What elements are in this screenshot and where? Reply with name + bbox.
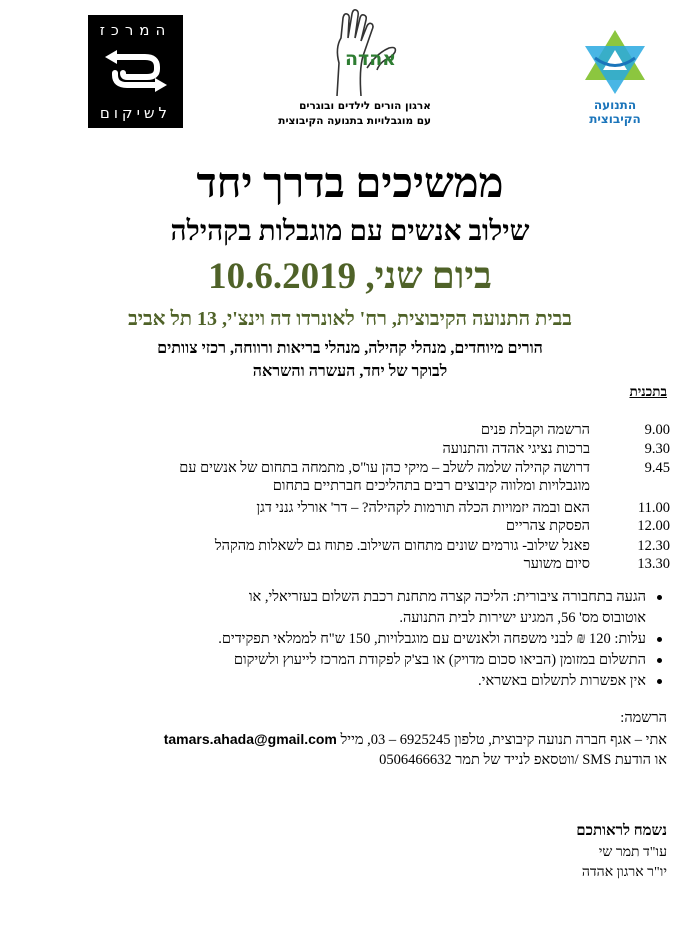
program-item: האם ובמה יזמויות הכלה תורמות לקהילה? – דר' אורלי גנני דגן: [256, 500, 590, 516]
bullet-icon: [657, 679, 662, 684]
star-of-david-icon: [565, 28, 665, 98]
note-text: אין אפשרות לתשלום באשראי.: [478, 673, 646, 689]
program-row: [30, 421, 670, 439]
closing-text: נשמח לראותכם: [576, 823, 667, 839]
ahada-logo: [278, 8, 431, 127]
registration-contact: אתי – אגף חברה תנועה קיבוצית, טלפון 6925245 – 03, מייל: [336, 732, 667, 748]
note-text: עלות: 120 ₪ לבני משפחה ולאנשים עם מוגבלויות, 150 ש"ח לממלאי תפקידים.: [218, 631, 646, 647]
list-item: [50, 629, 660, 650]
note-text: הגעה בתחבורה ציבורית: הליכה קצרה מתחנת רכבת השלום בעזריאלי, או: [248, 589, 646, 605]
tnua-logo-line1: התנועה: [593, 98, 637, 112]
signer-name: עו"ד תמר שי: [598, 845, 667, 860]
page-subtitle: שילוב אנשים עם מוגבלות בקהילה: [170, 216, 530, 247]
tnua-logo: [565, 28, 665, 128]
program-item: פאנל שילוב- גורמים שונים מתחום השילוב. פתוח גם לשאלות מהקהל: [214, 538, 590, 554]
page-title: ממשיכים בדרך יחד: [196, 161, 504, 207]
program-time: 12.30: [637, 538, 670, 554]
tnua-logo-line2: הקיבוצית: [589, 112, 641, 126]
registration-line-2: או הודעת SMS /ווטסאפ לנייד של תמר 0506466632: [379, 752, 667, 768]
program-time: 13.30: [637, 556, 670, 572]
list-item: [50, 671, 660, 692]
event-location: בבית התנועה הקיבוצית, רח' לאונרדו דה וינצ'י, 13 תל אביב: [128, 308, 572, 330]
program-time: 12.00: [637, 518, 670, 534]
program-title: בתכנית: [629, 384, 667, 399]
audience-line-2: לבוקר של יחד, העשרה והשראה: [252, 363, 448, 380]
program-item: ברכות נציגי אהדה והתנועה: [442, 441, 590, 457]
registration-line-1: [164, 731, 667, 749]
registration-title: הרשמה:: [620, 710, 667, 726]
program-time: 9.45: [644, 460, 670, 476]
program-item: דרושה קהילה שלמה לשלב – מיקי כהן עו"ס, מתמחה בתחום של אנשים עם: [179, 460, 590, 476]
bullet-icon: [657, 658, 662, 663]
ahada-logo-line2: עם מוגבלויות בתנועה הקיבוצית: [278, 115, 431, 127]
merkaz-logo: [88, 15, 183, 128]
audience-line-1: הורים מיוחדים, מנהלי קהילה, מנהלי בריאות ורווחה, רכזי צוותים: [157, 340, 543, 357]
program-row: [30, 499, 670, 517]
event-date: ביום שני, 10.6.2019: [208, 256, 492, 297]
program-item: סיום משוער: [523, 556, 590, 572]
ahada-logo-name: אהדה: [345, 48, 397, 70]
bullet-icon: [657, 595, 662, 600]
list-item: [50, 650, 660, 671]
program-time: 9.00: [644, 422, 670, 438]
program-row: [30, 537, 670, 555]
program-row: [30, 440, 670, 458]
registration-email-link[interactable]: tamars.ahada@gmail.com: [163, 731, 337, 747]
program-time: 11.00: [637, 500, 670, 516]
program-item: הפסקת צהריים: [505, 518, 590, 534]
program-item-continued: מוגבלויות ומלווה קיבוצים רבים בתהליכים חברתיים בתחום: [272, 478, 590, 494]
merkaz-logo-bottom-text: לשיקום: [99, 104, 172, 122]
merkaz-arrow-icon: [105, 49, 167, 93]
program-row: [30, 555, 670, 573]
notes-list: [50, 587, 660, 692]
list-item: [50, 587, 660, 629]
bullet-icon: [657, 637, 662, 642]
note-text: התשלום במזומן (הביאו סכום מדויק) או בצ'ק לפקודת המרכז לייעוץ ולשיקום: [233, 652, 646, 668]
program-item: הרשמה וקבלת פנים: [480, 422, 590, 438]
program-row: [30, 459, 670, 495]
program-time: 9.30: [644, 441, 670, 457]
note-text: אוטובוס מס' 56, המגיע ישירות לבית התנועה.: [399, 610, 646, 626]
program-row: [30, 517, 670, 535]
ahada-logo-line1: ארגון הורים לילדים ובוגרים: [299, 100, 431, 112]
signer-role: יו"ר ארגון אהדה: [581, 865, 667, 880]
merkaz-logo-top-text: המרכז: [99, 21, 172, 39]
